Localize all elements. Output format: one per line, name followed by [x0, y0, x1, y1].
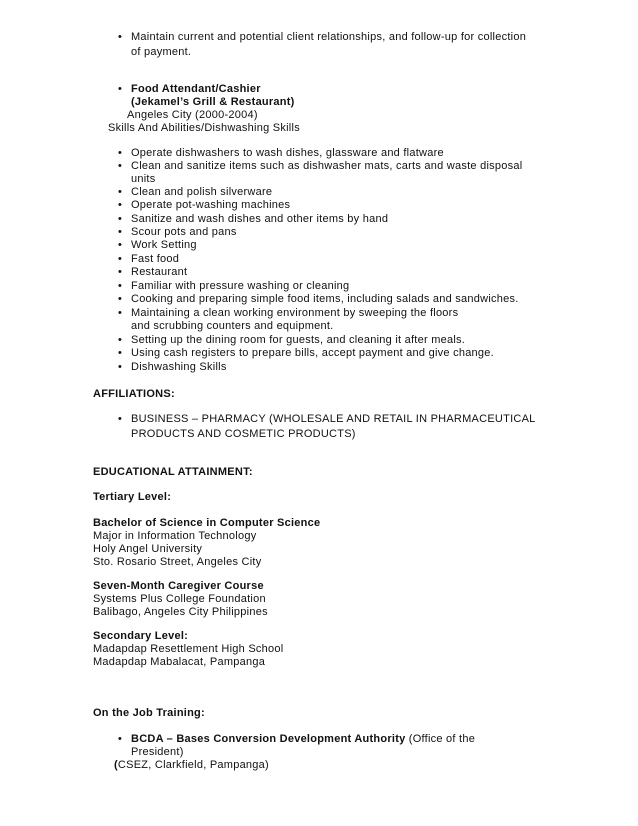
bullet-marker: •: [117, 266, 123, 278]
major: Major in Information Technology: [93, 530, 257, 542]
skill-item-continued: units: [131, 173, 156, 185]
bullet-marker: •: [117, 733, 123, 745]
bullet-marker: •: [117, 307, 123, 319]
bullet-marker: •: [117, 147, 123, 159]
bullet-marker: •: [117, 213, 123, 225]
top-item-line1: Maintain current and potential client relationships, and follow-up for collection: [131, 31, 527, 43]
degree: Bachelor of Science in Computer Science: [93, 517, 321, 529]
bullet-marker: •: [117, 83, 123, 95]
affiliation-line2: PRODUCTS AND COSMETIC PRODUCTS): [131, 428, 356, 440]
bullet-marker: •: [117, 186, 123, 198]
bullet-marker: •: [117, 280, 123, 292]
skill-item: Clean and polish silverware: [131, 186, 273, 198]
bullet-marker: •: [117, 293, 123, 305]
ojt-location: CSEZ, Clarkfield, Pampanga): [117, 759, 269, 771]
bullet-marker: •: [117, 226, 123, 238]
ojt-heading: On the Job Training:: [93, 707, 205, 719]
education-heading: EDUCATIONAL ATTAINMENT:: [93, 466, 253, 478]
skill-item: Sanitize and wash dishes and other items by hand: [131, 213, 389, 225]
skill-item: Setting up the dining room for guests, and cleaning it after meals.: [131, 334, 466, 346]
ojt-org-line2: President): [131, 746, 184, 758]
job-location-dates: Angeles City (2000-2004): [127, 109, 258, 121]
bullet-marker: •: [117, 361, 123, 373]
secondary-school: Madapdap Resettlement High School: [93, 643, 284, 655]
course-school: Systems Plus College Foundation: [93, 593, 266, 605]
skill-item: Clean and sanitize items such as dishwasher mats, carts and waste disposal: [131, 160, 523, 172]
tertiary-label: Tertiary Level:: [93, 491, 172, 503]
job-employer: (Jekamel’s Grill & Restaurant): [131, 96, 295, 108]
ojt-org: BCDA – Bases Conversion Development Authority: [131, 733, 406, 745]
course-address: Balibago, Angeles City Philippines: [93, 606, 268, 618]
bullet-marker: •: [117, 347, 123, 359]
bullet-marker: •: [117, 413, 123, 425]
bullet-marker: •: [117, 199, 123, 211]
bullet-marker: •: [117, 31, 123, 43]
skill-item: Using cash registers to prepare bills, accept payment and give change.: [131, 347, 494, 359]
course-title: Seven-Month Caregiver Course: [93, 580, 264, 592]
job-title: Food Attendant/Cashier: [131, 83, 261, 95]
skill-item: Operate dishwashers to wash dishes, glassware and flatware: [131, 147, 444, 159]
skill-item: Dishwashing Skills: [131, 361, 227, 373]
secondary-label: Secondary Level:: [93, 630, 189, 642]
ojt-paren-open: (: [114, 759, 118, 771]
bullet-marker: •: [117, 253, 123, 265]
skill-item-continued: and scrubbing counters and equipment.: [131, 320, 334, 332]
bullet-marker: •: [117, 239, 123, 251]
bullet-marker: •: [117, 160, 123, 172]
ojt-org-line: [131, 733, 475, 746]
skill-item: Fast food: [131, 253, 180, 265]
skills-heading: Skills And Abilities/Dishwashing Skills: [108, 122, 300, 134]
secondary-address: Madapdap Mabalacat, Pampanga: [93, 656, 266, 668]
skill-item: Maintaining a clean working environment by sweeping the floors: [131, 307, 459, 319]
skill-item: Cooking and preparing simple food items, including salads and sandwiches.: [131, 293, 519, 305]
skill-item: Restaurant: [131, 266, 188, 278]
skill-item: Familiar with pressure washing or cleaning: [131, 280, 350, 292]
skill-item: Scour pots and pans: [131, 226, 237, 238]
school: Holy Angel University: [93, 543, 203, 555]
affiliation-line1: BUSINESS – PHARMACY (WHOLESALE AND RETAIL IN PHARMACEUTICAL: [131, 413, 536, 425]
ojt-location-line: [114, 759, 269, 772]
top-item-line2: of payment.: [131, 46, 192, 58]
bullet-marker: •: [117, 334, 123, 346]
affiliations-heading: AFFILIATIONS:: [93, 388, 175, 400]
skill-item: Work Setting: [131, 239, 197, 251]
skill-item: Operate pot-washing machines: [131, 199, 291, 211]
school-address: Sto. Rosario Street, Angeles City: [93, 556, 262, 568]
ojt-org-suffix: (Office of the: [405, 733, 476, 745]
